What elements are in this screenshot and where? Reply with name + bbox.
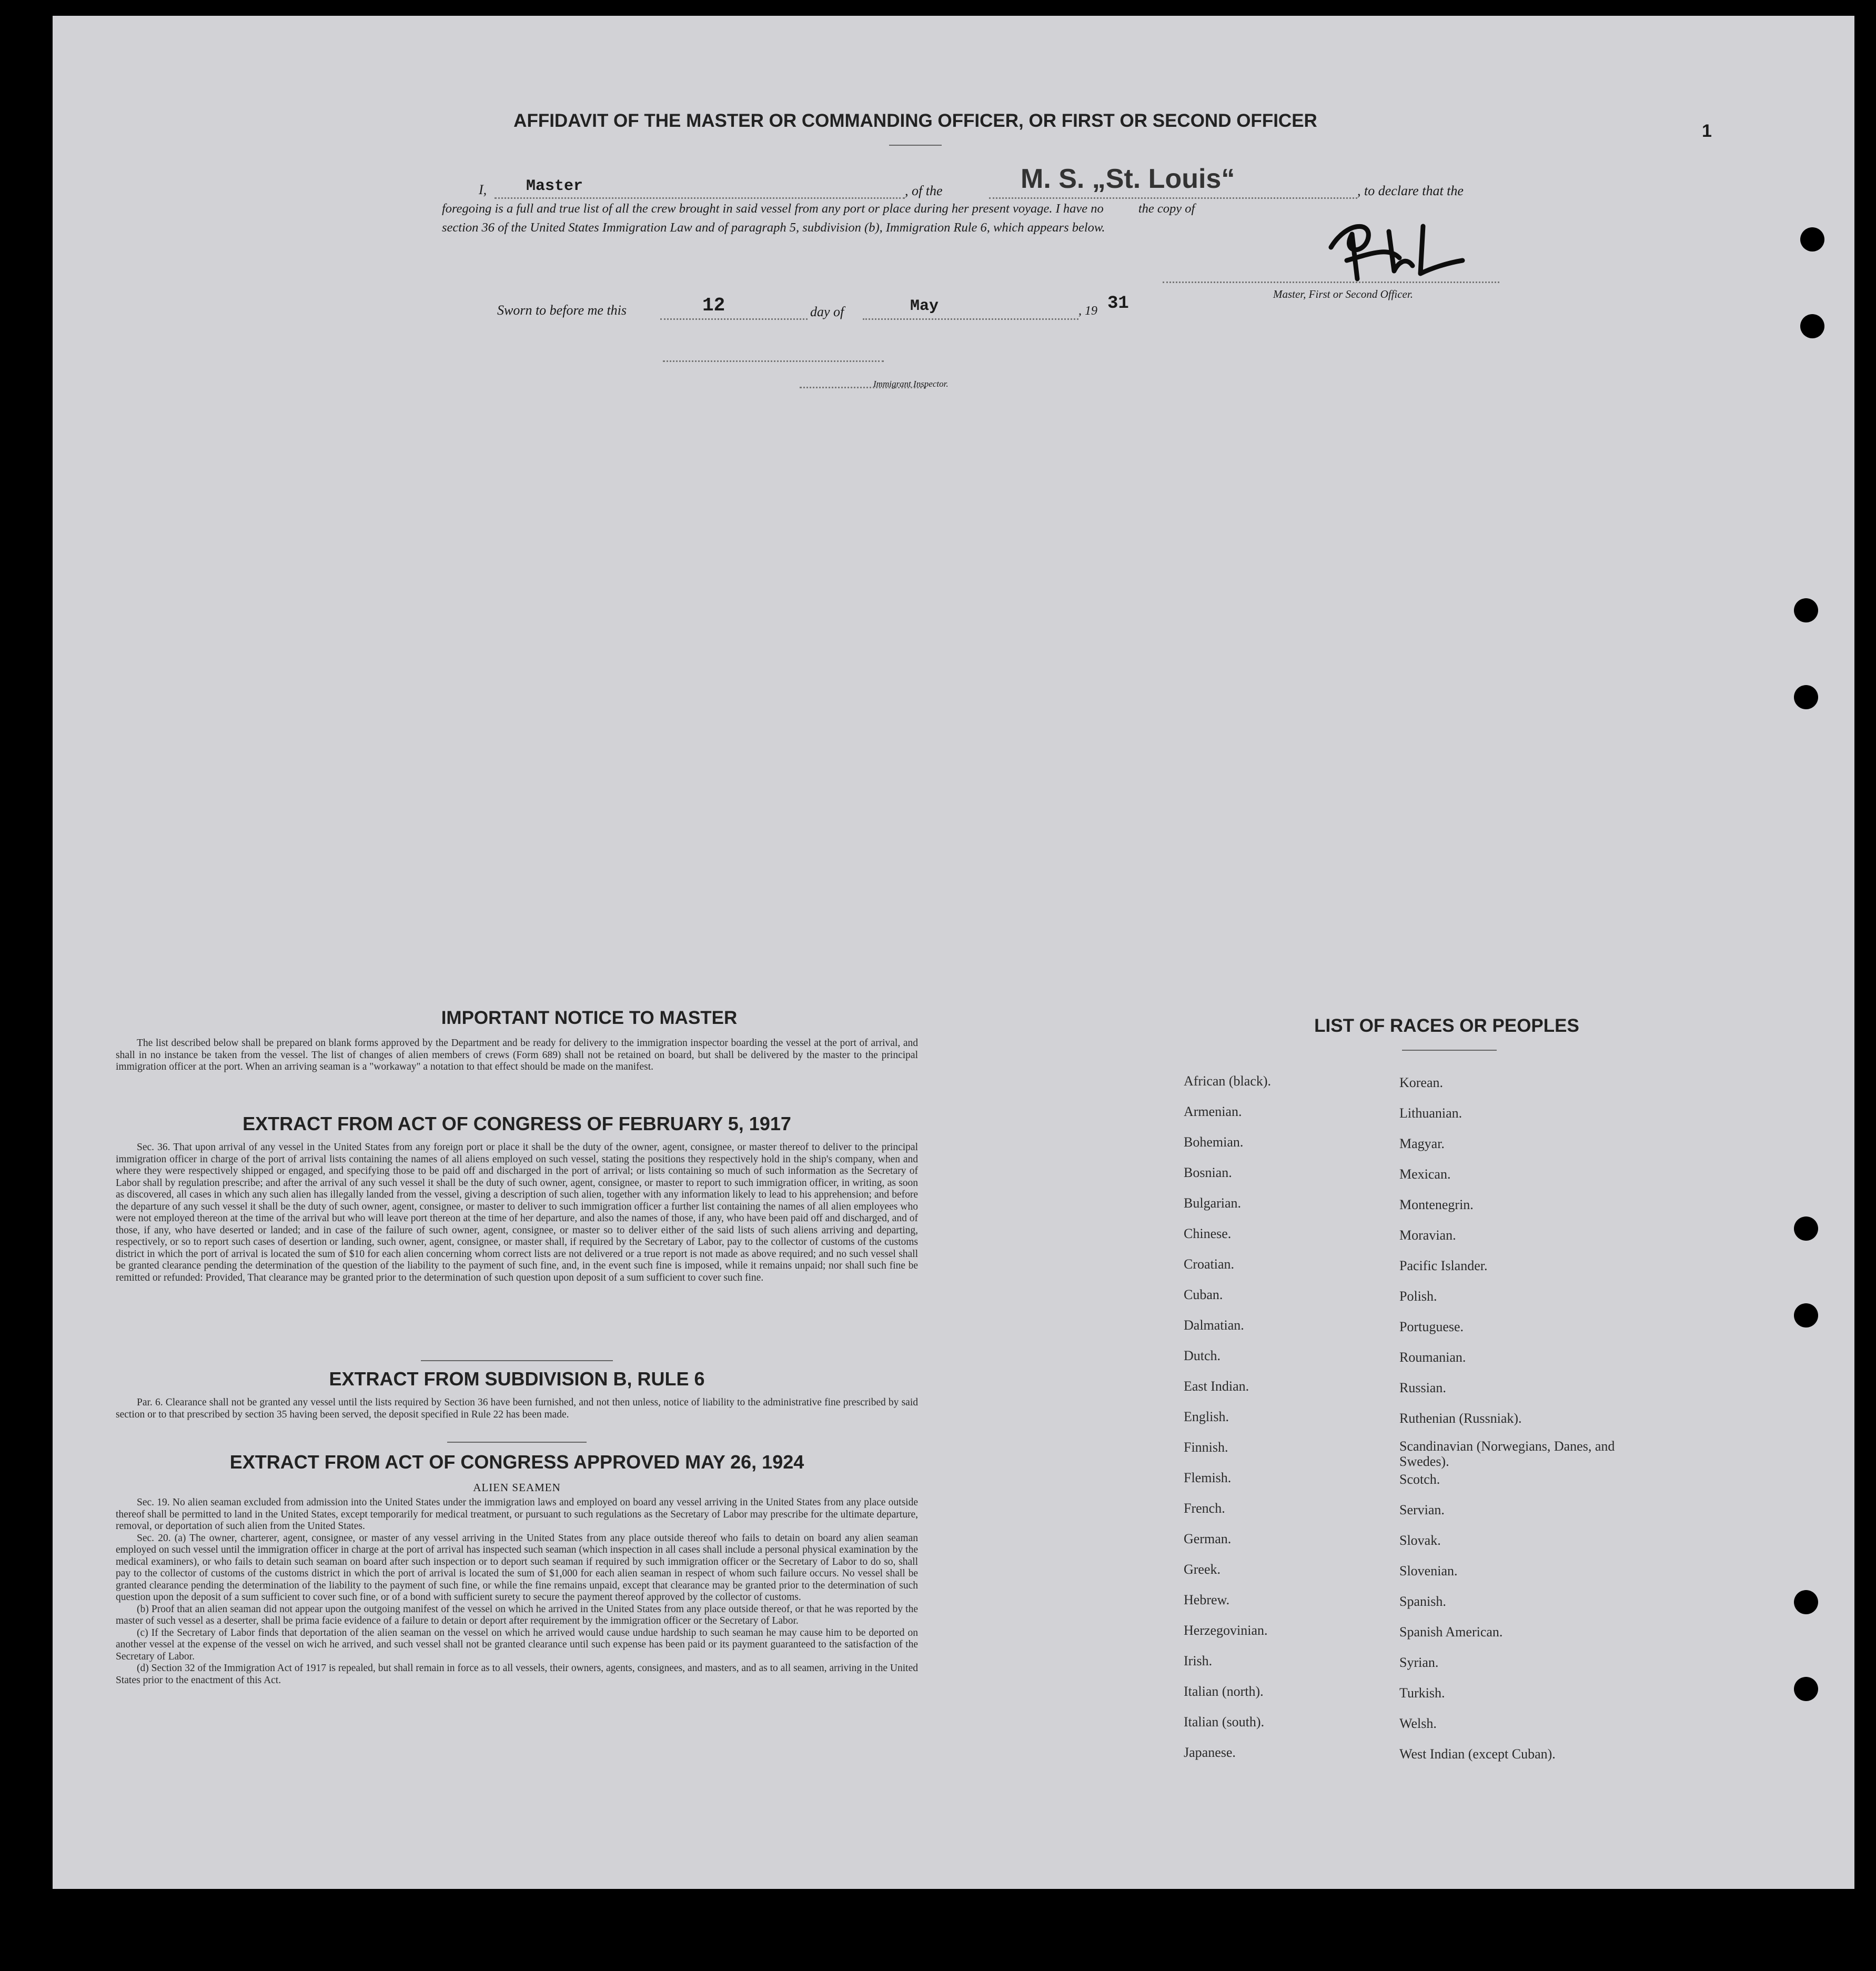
signature-caption: Master, First or Second Officer.: [1273, 288, 1413, 300]
i-label: I,: [479, 182, 487, 197]
binder-hole: [1800, 314, 1824, 338]
race-item: Pacific Islander.: [1399, 1258, 1488, 1273]
race-item: Moravian.: [1399, 1228, 1456, 1243]
races-title: LIST OF RACES OR PEOPLES: [1314, 1015, 1579, 1036]
officer-name-field: Master: [526, 177, 583, 195]
vessel-name-stamp: M. S. „St. Louis“: [1021, 164, 1235, 194]
affidavit-body-line-2: section 36 of the United States Immigration Law and of paragraph 5, subdivision (b), Immigration Rule 6, which appears below.: [442, 220, 1105, 235]
binder-hole: [1794, 1216, 1818, 1241]
year-prefix: , 19: [1078, 304, 1097, 318]
race-item: Portuguese.: [1399, 1319, 1464, 1334]
race-item: Chinese.: [1184, 1226, 1232, 1241]
race-item: Ruthenian (Russniak).: [1399, 1411, 1522, 1426]
race-item: Bohemian.: [1184, 1134, 1244, 1150]
race-item: Dutch.: [1184, 1348, 1221, 1363]
affidavit-title: AFFIDAVIT OF THE MASTER OR COMMANDING OFFICER, OR FIRST OR SECOND OFFICER: [513, 110, 1317, 131]
of-the-label: , of the: [905, 183, 943, 198]
race-item: Magyar.: [1399, 1136, 1445, 1151]
race-item: German.: [1184, 1531, 1232, 1546]
race-item: Bulgarian.: [1184, 1195, 1242, 1211]
extract-rule6-text: Par. 6. Clearance shall not be granted any vessel until the lists required by Section 36 have been furnished, and not then unless, notice of liability to the administrative fine prescribed by said section or to that prescribed by section 35 having been served, the deposit specified in Rule 22 has been made.: [116, 1397, 918, 1420]
race-item: Russian.: [1399, 1380, 1446, 1395]
race-item: Greek.: [1184, 1562, 1221, 1577]
race-item: Irish.: [1184, 1653, 1213, 1668]
race-item: Bosnian.: [1184, 1165, 1232, 1180]
notice-title: IMPORTANT NOTICE TO MASTER: [441, 1008, 738, 1028]
race-item: Finnish.: [1184, 1440, 1228, 1455]
race-item: Spanish American.: [1399, 1624, 1503, 1640]
sworn-day-field: 12: [702, 295, 725, 316]
race-item: French.: [1184, 1501, 1225, 1516]
extract-1917-title: EXTRACT FROM ACT OF CONGRESS OF FEBRUARY 5, 1917: [243, 1113, 791, 1134]
race-item: Lithuanian.: [1399, 1105, 1463, 1121]
race-item: Italian (south).: [1184, 1714, 1265, 1729]
race-item: English.: [1184, 1409, 1229, 1424]
inspector-caption: Immigrant Inspector.: [873, 379, 949, 389]
race-item: African (black).: [1184, 1073, 1272, 1089]
inspector-blank-1: [663, 360, 884, 362]
binder-hole: [1794, 685, 1818, 709]
notice-text: The list described below shall be prepared on blank forms approved by the Department and be ready for delivery to the immigration inspector boarding the vessel at the port of arrival, and shall in no instance be taken from the vessel. The list of changes of alien members of crews (Form 689) shall not be retained on board, but shall be delivered by the master to the principal immigration officer at the port. When an arriving seaman is a "workaway" a notation to that effect should be made on the manifest.: [116, 1038, 918, 1072]
sworn-year-field: 31: [1107, 294, 1129, 314]
race-item: Slovenian.: [1399, 1563, 1458, 1578]
races-underline: [1402, 1050, 1497, 1051]
race-item: Flemish.: [1184, 1470, 1232, 1485]
binder-hole: [1794, 1677, 1818, 1701]
race-item: Scandinavian (Norwegians, Danes, and Swedes).: [1399, 1439, 1615, 1469]
race-item: Korean.: [1399, 1075, 1444, 1090]
binder-hole: [1794, 1303, 1818, 1328]
extract-1924-subtitle: ALIEN SEAMEN: [473, 1481, 561, 1494]
month-blank: [863, 318, 1078, 320]
master-blank: [495, 197, 905, 199]
affidavit-body-line-1: [442, 202, 1195, 216]
race-item: East Indian.: [1184, 1379, 1249, 1394]
sworn-month-field: May: [910, 297, 939, 315]
race-item: Scotch.: [1399, 1472, 1440, 1487]
signature-blank: [1163, 281, 1499, 283]
race-item: Armenian.: [1184, 1104, 1242, 1119]
master-signature: [1310, 210, 1478, 289]
vessel-blank: [989, 197, 1357, 199]
race-item: Syrian.: [1399, 1655, 1439, 1670]
race-item: Spanish.: [1399, 1594, 1446, 1609]
day-of-label: day of: [810, 304, 844, 319]
race-item: Herzegovinian.: [1184, 1623, 1268, 1638]
race-item: Polish.: [1399, 1289, 1437, 1304]
sworn-label: Sworn to before me this: [497, 303, 627, 318]
race-item: Montenegrin.: [1399, 1197, 1474, 1212]
race-item: Croatian.: [1184, 1256, 1235, 1272]
section-divider-2: [447, 1442, 587, 1443]
body-line-1-tail: the copy of: [1138, 202, 1195, 216]
body-line-1: foregoing is a full and true list of all the crew brought in said vessel from any port or place during her present voyage. I have no: [442, 202, 1104, 216]
race-item: Turkish.: [1399, 1685, 1445, 1701]
race-item: Mexican.: [1399, 1166, 1451, 1182]
race-item: Japanese.: [1184, 1745, 1236, 1760]
binder-hole: [1800, 227, 1824, 252]
race-item: West Indian (except Cuban).: [1399, 1746, 1556, 1762]
extract-1924-text: Sec. 19. No alien seaman excluded from admission into the United States under the immigration laws and employed on board any vessel arriving in the United States from any place outside thereof shall be permitted to land in the United States, except temporarily for medical treatment, or pursuant to such regulations as the Secretary of Labor may prescribe for the ultimate departure, removal, or deportation of such alien from the United States. Sec. 20. (a) The owner, charterer, agent, consignee, or master of any vessel arriving in the United States from any place outside thereof who fails to detain on board any alien seaman employed on such vessel until the immigration officer in charge at the port of arrival has inspected such seaman (which inspection in all cases shall include a personal physical examination by the medical examiners), or who fails to detain such seaman on board after such inspection or to deport such seaman if required by such immigration officer or the Secretary of Labor to do so, shall pay to the collector of customs of the customs district in which the port of arrival is located the sum of $1,000 for each alien seaman in respect of whom such failure occurs. No vessel shall be granted clearance pending the determination of the liability to the payment of such fine, or while the fine remains unpaid, except that clearance may be granted prior to the determination of such question upon the deposit of a sum sufficient to cover such fine, or of a bond with sufficient surety to secure the payment thereof approved by the collector of customs. (b) Proof that an alien seaman did not appear upon the outgoing manifest of the vessel on which he arrived in the United States from any place outside thereof, or that he was reported by the master of such vessel as a deserter, shall be prima facie evidence of a failure to detain or deport after requirement by the immigration officer or the Secretary of Labor. (c) If the Secretary of Labor finds that deportation of the alien seaman on the vessel on which he arrived would cause undue hardship to such seaman he may cause him to be deported on another vessel at the expense of the vessel on wich he arrived, and such vessel shall not be granted clearance until such expense has been paid or its payment guaranteed to the satisfaction of the Secretary of Labor. (d) Section 32 of the Immigration Act of 1917 is repealed, but shall remain in force as to all vessels, their owners, agents, consignees, and masters, and as to all seamen, arriving in the United States prior to the enactment of this Act.: [116, 1497, 918, 1686]
declare-tail: , to declare that the: [1357, 183, 1464, 198]
race-item: Roumanian.: [1399, 1350, 1466, 1365]
extract-1924-title: EXTRACT FROM ACT OF CONGRESS APPROVED MAY 26, 1924: [229, 1451, 804, 1473]
race-item: Welsh.: [1399, 1716, 1437, 1731]
race-item: Slovak.: [1399, 1533, 1441, 1548]
race-item: Hebrew.: [1184, 1592, 1230, 1607]
day-blank: [660, 318, 808, 320]
race-item: Dalmatian.: [1184, 1318, 1244, 1333]
section-divider-1: [421, 1360, 613, 1361]
binder-hole: [1794, 598, 1818, 622]
race-item: Italian (north).: [1184, 1684, 1264, 1699]
race-item: Cuban.: [1184, 1287, 1223, 1302]
corner-mark: 1: [1702, 121, 1712, 141]
title-underline: [889, 145, 942, 146]
form-page: [53, 16, 1854, 1889]
race-item: Servian.: [1399, 1502, 1445, 1517]
extract-1917-text: Sec. 36. That upon arrival of any vessel in the United States from any foreign port or place it shall be the duty of the owner, agent, consignee, or master thereof to deliver to the principal immigration officer in charge of the port of arrival lists containing the names of all aliens employed on such vessel, stating the positions they respectively hold in the ship's company, when and where they were respectively shipped or engaged, and specifying those to be paid off and discharged in the port of arrival; or lists containing so much of such information as the Secretary of Labor shall by regulation prescribe; and after the arrival of any such vessel it shall be the duty of such owner, agent, consignee, or master to report to such immigration officer, in writing, as soon as discovered, all cases in which any such alien has illegally landed from the vessel, giving a description of such alien, together with any information likely to lead to his apprehension; and before the departure of any such vessel it shall be the duty of such owner, agent, consignee, or master to deliver to such immigration officer a further list containing the names of all alien employees who were not employed thereon at the time of the arrival but who will leave port thereon at the time of her departure, and also the names of those, if any, who have been paid off and discharged, and of those, if any, who have deserted or landed; and in case of the failure of such owner, agent, consignee, or master so to deliver either of the said lists of such aliens arriving and departing, respectively, or so to report such cases of desertion or landing, such owner, agent, consignee, or master shall, if required by the Secretary of Labor, pay to the collector of customs of the customs district in which the port of arrival is located the sum of $10 for each alien concerning whom correct lists are not delivered or a true report is not made as above required; and no such vessel shall be granted clearance pending the determination of the question of the liability to the payment of such fine, and, in the event such fine is imposed, while it remains unpaid; nor shall such fine be remitted or refunded: Provided, That clearance may be granted prior to the determination of such question upon deposit of a sum sufficient to cover such fine.: [116, 1142, 918, 1283]
extract-rule6-title: EXTRACT FROM SUBDIVISION B, RULE 6: [329, 1368, 705, 1390]
binder-hole: [1794, 1590, 1818, 1614]
